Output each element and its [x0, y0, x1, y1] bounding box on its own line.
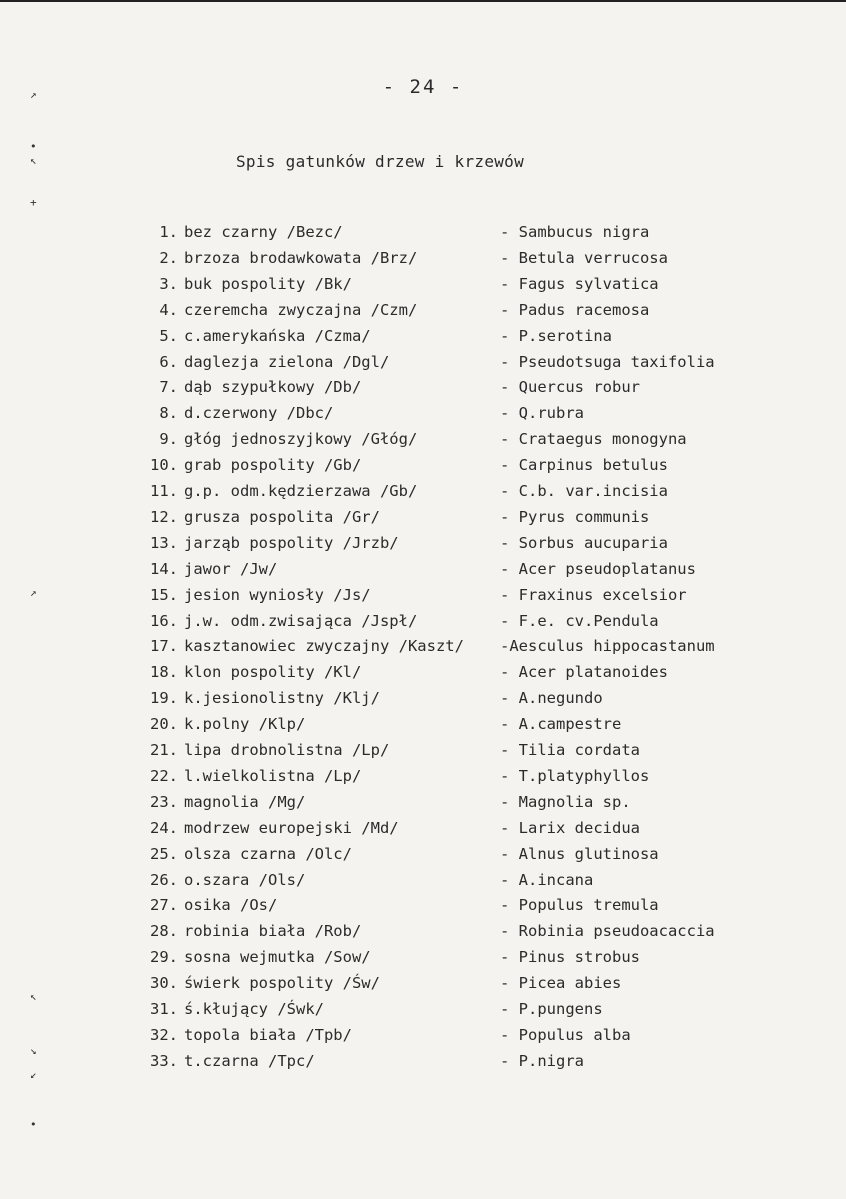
list-item — [0, 1025, 846, 1051]
common-name: daglezja zielona /Dgl/ — [184, 352, 390, 371]
latin-name: - Quercus robur — [500, 378, 640, 397]
latin-name: -Aesculus hippocastanum — [500, 637, 715, 656]
latin-name: - Sambucus nigra — [500, 223, 650, 241]
item-number: 17. — [150, 637, 178, 656]
common-name: magnolia /Mg/ — [184, 792, 306, 811]
list-item — [0, 636, 846, 662]
list-item — [0, 714, 846, 740]
item-number: 22. — [150, 766, 178, 785]
item-number: 24. — [150, 818, 178, 837]
list-item — [0, 300, 846, 326]
latin-name: - Larix decidua — [500, 818, 640, 837]
list-item — [0, 611, 846, 637]
item-number: 7. — [159, 378, 178, 397]
common-name: jarząb pospolity /Jrzb/ — [184, 533, 399, 552]
list-item — [0, 352, 846, 378]
latin-name: - A.negundo — [500, 689, 603, 708]
margin-mark: ↗ — [30, 88, 37, 101]
common-name: t.czarna /Tpc/ — [184, 1051, 315, 1070]
common-name: modrzew europejski /Md/ — [184, 818, 399, 837]
list-item — [0, 222, 846, 248]
latin-name: - Populus tremula — [500, 896, 659, 915]
item-number: 12. — [150, 507, 178, 526]
list-item — [0, 377, 846, 403]
item-number: 13. — [150, 533, 178, 552]
latin-name: - A.incana — [500, 870, 594, 889]
list-item — [0, 533, 846, 559]
item-number: 29. — [150, 948, 178, 967]
item-number: 8. — [159, 404, 178, 423]
list-item — [0, 999, 846, 1025]
common-name: świerk pospolity /Św/ — [184, 974, 380, 993]
item-number: 18. — [150, 663, 178, 682]
scan-top-edge — [0, 0, 846, 2]
list-item — [0, 870, 846, 896]
latin-name: - Alnus glutinosa — [500, 844, 659, 863]
common-name: j.w. odm.zwisająca /Jspł/ — [184, 611, 418, 630]
list-item — [0, 326, 846, 352]
list-item — [0, 248, 846, 274]
margin-mark: ↗ — [30, 586, 37, 599]
common-name: bez czarny /Bezc/ — [184, 223, 343, 241]
common-name: dąb szypułkowy /Db/ — [184, 378, 362, 397]
common-name: klon pospolity /Kl/ — [184, 663, 362, 682]
item-number: 6. — [159, 352, 178, 371]
common-name: o.szara /Ols/ — [184, 870, 306, 889]
list-item — [0, 481, 846, 507]
item-number: 30. — [150, 974, 178, 993]
item-number: 15. — [150, 585, 178, 604]
margin-mark: ↙ — [30, 1068, 37, 1081]
common-name: kasztanowiec zwyczajny /Kaszt/ — [184, 637, 464, 656]
common-name: buk pospolity /Bk/ — [184, 274, 352, 293]
latin-name: - F.e. cv.Pendula — [500, 611, 659, 630]
common-name: olsza czarna /Olc/ — [184, 844, 352, 863]
list-item — [0, 274, 846, 300]
latin-name: - T.platyphyllos — [500, 766, 650, 785]
latin-name: - Populus alba — [500, 1025, 631, 1044]
item-number: 21. — [150, 741, 178, 759]
item-number: 3. — [159, 274, 178, 293]
list-item — [0, 792, 846, 818]
common-name: grusza pospolita /Gr/ — [184, 507, 380, 526]
latin-name: - Robinia pseudoacaccia — [500, 922, 715, 941]
common-name: d.czerwony /Dbc/ — [184, 404, 334, 423]
item-number: 23. — [150, 792, 178, 811]
item-number: 1. — [159, 223, 178, 241]
common-name: g.p. odm.kędzierzawa /Gb/ — [184, 482, 418, 500]
item-number: 33. — [150, 1051, 178, 1070]
margin-mark: ↖ — [30, 990, 37, 1003]
list-item — [0, 766, 846, 792]
item-number: 2. — [159, 248, 178, 267]
item-number: 9. — [159, 430, 178, 449]
latin-name: - P.pungens — [500, 1000, 603, 1018]
common-name: grab pospolity /Gb/ — [184, 456, 362, 475]
common-name: głóg jednoszyjkowy /Głóg/ — [184, 430, 418, 449]
latin-name: - P.serotina — [500, 326, 612, 345]
margin-mark: ↘ — [30, 1044, 37, 1057]
latin-name: - Q.rubra — [500, 404, 584, 423]
latin-name: - P.nigra — [500, 1051, 584, 1070]
item-number: 31. — [150, 1000, 178, 1018]
item-number: 11. — [150, 482, 178, 500]
list-item — [0, 688, 846, 714]
latin-name: - Sorbus aucuparia — [500, 533, 668, 552]
latin-name: - Padus racemosa — [500, 300, 650, 319]
common-name: c.amerykańska /Czma/ — [184, 326, 371, 345]
page-number: - 24 - — [382, 76, 464, 98]
item-number: 14. — [150, 559, 178, 578]
latin-name: - Fraxinus excelsior — [500, 585, 687, 604]
item-number: 27. — [150, 896, 178, 915]
list-item — [0, 844, 846, 870]
common-name: sosna wejmutka /Sow/ — [184, 948, 371, 967]
common-name: k.jesionolistny /Klj/ — [184, 689, 380, 708]
common-name: jesion wyniosły /Js/ — [184, 585, 371, 604]
latin-name: - C.b. var.incisia — [500, 482, 668, 500]
margin-mark: ↖ — [30, 154, 37, 167]
common-name: lipa drobnolistna /Lp/ — [184, 741, 390, 759]
latin-name: - Carpinus betulus — [500, 456, 668, 475]
margin-mark: • — [30, 140, 37, 153]
list-item — [0, 947, 846, 973]
list-item — [0, 429, 846, 455]
list-item — [0, 921, 846, 947]
common-name: robinia biała /Rob/ — [184, 922, 362, 941]
latin-name: - Magnolia sp. — [500, 792, 631, 811]
latin-name: - Acer platanoides — [500, 663, 668, 682]
list-item — [0, 585, 846, 611]
common-name: k.polny /Klp/ — [184, 715, 306, 734]
item-number: 4. — [159, 300, 178, 319]
list-item — [0, 403, 846, 429]
list-item — [0, 818, 846, 844]
common-name: jawor /Jw/ — [184, 559, 278, 578]
margin-mark: + — [30, 196, 37, 209]
list-item — [0, 507, 846, 533]
latin-name: - Pyrus communis — [500, 507, 650, 526]
common-name: brzoza brodawkowata /Brz/ — [184, 248, 418, 267]
latin-name: - Crataegus monogyna — [500, 430, 687, 449]
latin-name: - Pseudotsuga taxifolia — [500, 352, 715, 371]
item-number: 19. — [150, 689, 178, 708]
common-name: osika /Os/ — [184, 896, 278, 915]
list-item — [0, 559, 846, 585]
common-name: topola biała /Tpb/ — [184, 1025, 352, 1044]
latin-name: - A.campestre — [500, 715, 622, 734]
common-name: ś.kłujący /Śwk/ — [184, 1000, 324, 1018]
latin-name: - Fagus sylvatica — [500, 274, 659, 293]
item-number: 5. — [159, 326, 178, 345]
item-number: 10. — [150, 456, 178, 475]
latin-name: - Betula verrucosa — [500, 248, 668, 267]
list-item — [0, 455, 846, 481]
list-item — [0, 740, 846, 766]
item-number: 32. — [150, 1025, 178, 1044]
list-item — [0, 1051, 846, 1077]
latin-name: - Acer pseudoplatanus — [500, 559, 696, 578]
latin-name: - Pinus strobus — [500, 948, 640, 967]
item-number: 20. — [150, 715, 178, 734]
page-title: Spis gatunków drzew i krzewów — [236, 152, 525, 171]
margin-mark: • — [30, 1118, 37, 1131]
item-number: 26. — [150, 870, 178, 889]
list-item — [0, 895, 846, 921]
list-item — [0, 973, 846, 999]
item-number: 25. — [150, 844, 178, 863]
latin-name: - Picea abies — [500, 974, 622, 993]
latin-name: - Tilia cordata — [500, 741, 640, 759]
common-name: l.wielkolistna /Lp/ — [184, 766, 362, 785]
list-item — [0, 662, 846, 688]
item-number: 28. — [150, 922, 178, 941]
item-number: 16. — [150, 611, 178, 630]
common-name: czeremcha zwyczajna /Czm/ — [184, 300, 418, 319]
